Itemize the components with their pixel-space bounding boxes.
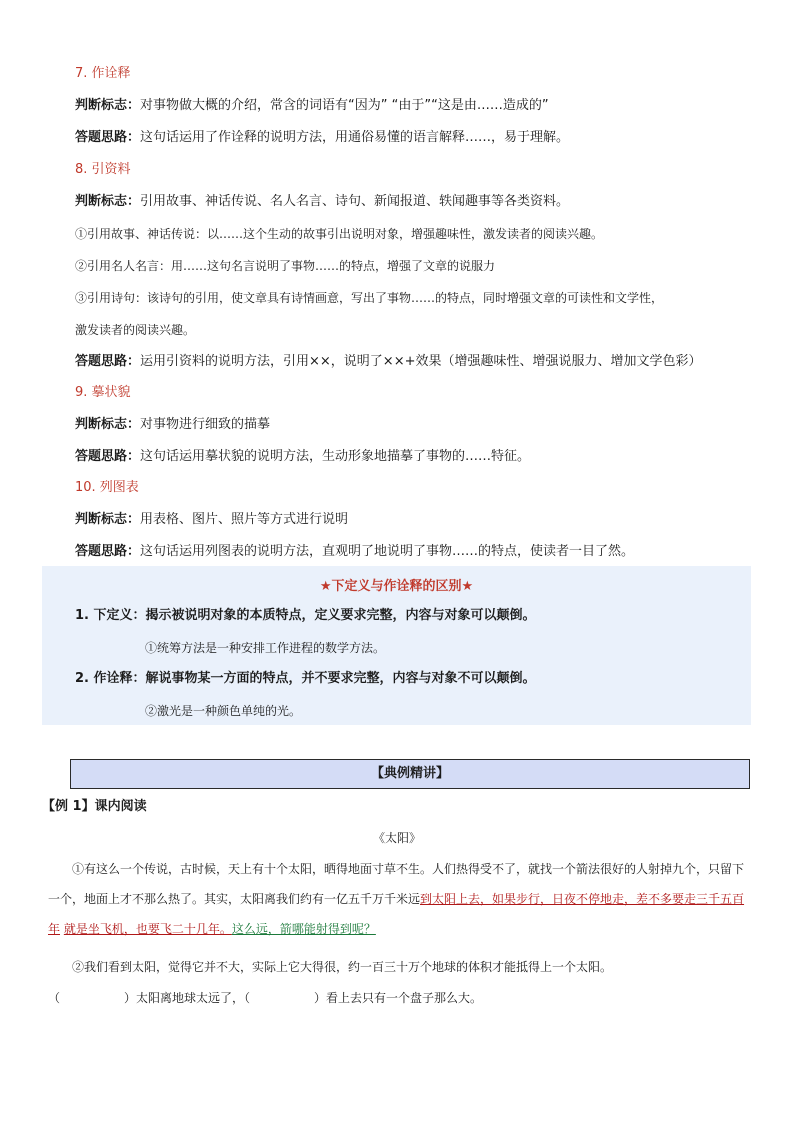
p1-underline-red-3: 就是坐飞机，也要飞二十几年。 — [63, 922, 232, 936]
heading-8: 8. 引资料 — [75, 162, 131, 177]
s10-answer-label: 答题思路： — [75, 544, 141, 559]
s9-answer-label: 答题思路： — [75, 449, 141, 464]
s8-criteria-text: 引用故事、神话传说、名人名言、诗句、新闻报道、轶闻趣事等各类资料。 — [140, 194, 570, 209]
p3-mid: ）太阳离地球太远了，（ — [124, 991, 251, 1005]
s10-criteria-text: 用表格、图片、照片等方式进行说明 — [140, 512, 349, 527]
p1-underline-red-2: 如果步行，日夜不停地走，差不多要走三千五百年 — [48, 892, 745, 936]
s9-answer-text: 这句话运用摹状貌的说明方法，生动形象地描摹了事物的……特征。 — [140, 449, 531, 464]
definition-example: ①统筹方法是一种安排工作进程的数学方法。 — [145, 641, 386, 655]
s7-answer-label: 答题思路： — [75, 130, 141, 145]
passage-paragraph-2: ②我们看到太阳，觉得它并不大，实际上它大得很，约一百三十万个地球的体积才能抵得上一个太阳。 — [72, 960, 613, 974]
interpretation-line: 2. 作诠释：解说事物某一方面的特点，并不要求完整，内容与对象不可以颠倒。 — [75, 671, 536, 686]
s8-answer-text: 运用引资料的说明方法，引用××，说明了××+效果（增强趣味性、增强说服力、增加文学色彩） — [140, 354, 702, 369]
s8-item-1: ①引用故事、神话传说：以……这个生动的故事引出说明对象，增强趣味性，激发读者的阅读兴趣。 — [75, 227, 604, 241]
s8-answer-label: 答题思路： — [75, 354, 141, 369]
p1-underline-green: 这么远，箭哪能射得到呢？ — [231, 922, 376, 936]
s8-item-2: ②引用名人名言：用……这句名言说明了事物……的特点，增强了文章的说服力 — [75, 259, 496, 273]
s8-criteria-label: 判断标志： — [75, 194, 141, 209]
s10-criteria-line — [75, 511, 348, 529]
comparison-box-title: ★下定义与作诠释的区别★ — [319, 579, 474, 594]
heading-10: 10. 列图表 — [75, 480, 139, 495]
s7-criteria-line — [75, 97, 549, 115]
p3-end: ）看上去只有一个盘子那么大。 — [314, 991, 483, 1005]
s7-criteria-label: 判断标志： — [75, 98, 141, 113]
s9-answer-line — [75, 448, 530, 466]
s7-answer-text: 这句话运用了作诠释的说明方法，用通俗易懂的语言解释……，易于理解。 — [140, 130, 570, 145]
section-bar: 【典例精讲】 — [70, 759, 750, 789]
s9-criteria-text: 对事物进行细致的描摹 — [140, 417, 271, 432]
heading-7: 7. 作诠释 — [75, 66, 131, 81]
s7-answer-line — [75, 129, 569, 147]
heading-9: 9. 摹状貌 — [75, 385, 131, 400]
s10-answer-line — [75, 543, 634, 561]
example-label: 【例 1】课内阅读 — [42, 799, 147, 814]
p3-open-paren: （ — [48, 991, 61, 1005]
s8-item-3a: ③引用诗句：该诗句的引用，使文章具有诗情画意，写出了事物……的特点，同时增强文章的可读性和文学性， — [75, 291, 664, 305]
s10-answer-text: 这句话运用列图表的说明方法，直观明了地说明了事物……的特点，使读者一目了然。 — [140, 544, 635, 559]
s9-criteria-label: 判断标志： — [75, 417, 141, 432]
passage-title: 《太阳》 — [372, 831, 421, 845]
definition-line: 1. 下定义：揭示被说明对象的本质特点，定义要求完整，内容与对象可以颠倒。 — [75, 608, 536, 623]
passage-paragraph-3 — [48, 983, 753, 1013]
s8-criteria-line — [75, 193, 569, 211]
p1-text-b: 的人射掉九个，只留下一个，地面上才不那么热了。其实，太阳离我们约有一亿五千万千米远 — [48, 862, 745, 906]
p1-underline-red-1: 到太阳上去， — [420, 892, 493, 906]
s10-criteria-label: 判断标志： — [75, 512, 141, 527]
p1-text-a: ①有这么一个传说，古时候，天上有十个太阳，晒得地面寸草不生。人们热得受不了，就找一个箭法很好 — [72, 862, 625, 876]
s7-criteria-text: 对事物做大概的介绍，常含的词语有“因为” “由于”“这是由……造成的” — [140, 98, 549, 113]
interpretation-example: ②激光是一种颜色单纯的光。 — [145, 704, 302, 718]
s9-criteria-line — [75, 416, 270, 434]
passage-paragraph-1 — [48, 854, 753, 944]
s8-item-3b: 激发读者的阅读兴趣。 — [75, 323, 196, 337]
s8-answer-line — [75, 353, 701, 371]
